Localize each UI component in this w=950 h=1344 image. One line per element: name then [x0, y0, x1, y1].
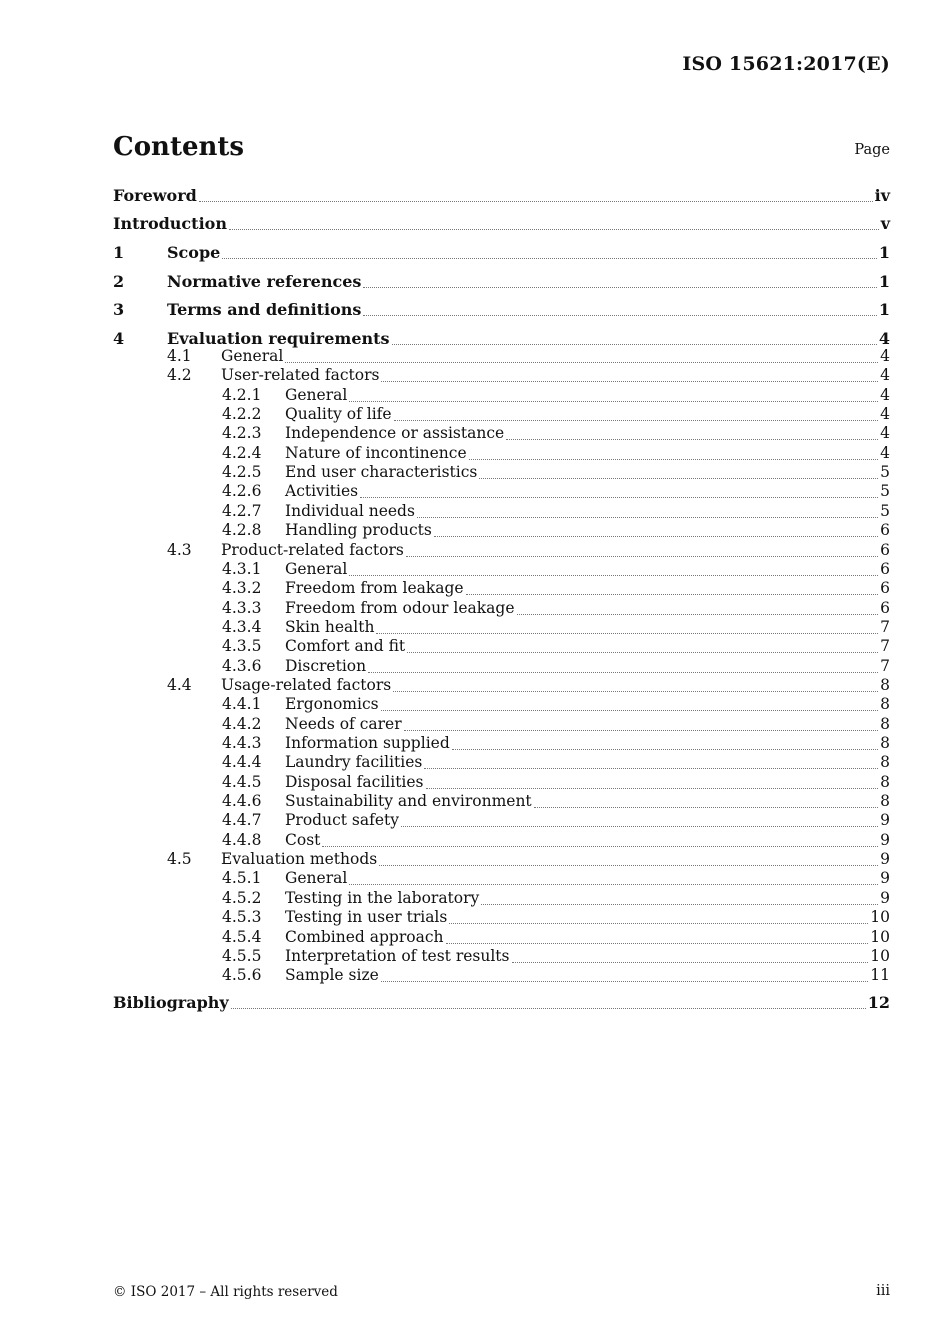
- dot-leader: [368, 671, 878, 673]
- toc-entry-page: 1: [878, 300, 890, 320]
- toc-entry-number: 4.3: [167, 540, 192, 559]
- toc-entry[interactable]: [113, 695, 890, 715]
- toc-entry-number: 4.2.4: [222, 443, 262, 462]
- toc-entry-page: 8: [880, 714, 890, 733]
- toc-entry-number: 4.3.6: [222, 656, 262, 675]
- toc-entry-page: 5: [880, 501, 890, 520]
- toc-entry-page: 7: [880, 617, 890, 636]
- toc-entry-number: 4.2.6: [222, 482, 262, 501]
- toc-entry[interactable]: [113, 993, 890, 1013]
- dot-leader: [426, 787, 879, 789]
- toc-entry-number: 4.2.7: [222, 501, 262, 520]
- dot-leader: [394, 419, 879, 421]
- dot-leader: [417, 516, 878, 518]
- toc-entry-number: 4.2.5: [222, 463, 262, 482]
- dot-leader: [393, 690, 878, 692]
- dot-leader: [534, 806, 878, 808]
- toc-entry[interactable]: [113, 541, 890, 561]
- dot-leader: [452, 748, 878, 750]
- toc-entry-page: 4: [880, 385, 890, 404]
- toc-entry-page: 9: [880, 888, 890, 907]
- dot-leader: [469, 458, 878, 460]
- toc-entry-page: 9: [880, 850, 890, 869]
- dot-leader: [479, 477, 878, 479]
- dot-leader: [446, 942, 869, 944]
- toc-entry[interactable]: [113, 734, 890, 754]
- dot-leader: [231, 1007, 866, 1009]
- dot-leader: [381, 980, 868, 982]
- toc-entry-number: 3: [113, 300, 125, 320]
- toc-entry-page: 10: [870, 946, 890, 965]
- dot-leader: [481, 903, 878, 905]
- toc-entry[interactable]: [113, 243, 890, 263]
- toc-entry-page: 9: [880, 811, 890, 830]
- toc-entry-title: Introduction: [113, 214, 227, 233]
- toc-entry-number: 1: [113, 243, 125, 262]
- toc-entry[interactable]: [113, 753, 890, 773]
- dot-leader: [424, 767, 878, 769]
- toc-entry-number: 4.2: [167, 366, 192, 385]
- toc-entry-page: 9: [880, 830, 890, 849]
- toc-entry-title: Discretion: [285, 656, 367, 675]
- dot-leader: [381, 709, 879, 711]
- toc-entry-page: 1: [878, 271, 890, 291]
- toc-entry-page: 1: [878, 243, 890, 262]
- toc-entry[interactable]: [113, 186, 890, 206]
- toc-entry-number: 4.3.2: [222, 579, 262, 598]
- toc-entry-title: End user characteristics: [285, 463, 478, 482]
- dot-leader: [349, 574, 878, 576]
- toc-entry-number: 4.4.7: [222, 811, 262, 830]
- toc-entry-page: 4: [878, 328, 890, 348]
- toc-entry[interactable]: [113, 928, 890, 948]
- toc-entry-title: Cost: [285, 830, 321, 849]
- dot-leader: [517, 613, 879, 615]
- toc-entry-page: 8: [880, 675, 890, 694]
- toc-entry-number: 4.4.2: [222, 714, 262, 733]
- toc-entry-title: Testing in the laboratory: [285, 888, 480, 907]
- toc-entry[interactable]: [113, 831, 890, 851]
- toc-entry[interactable]: [113, 811, 890, 831]
- toc-entry-title: General: [285, 559, 348, 578]
- toc-entry-number: 4.3.5: [222, 637, 262, 656]
- toc-entry-page: 4: [880, 405, 890, 424]
- toc-entry-title: Product safety: [285, 811, 400, 830]
- toc-entry[interactable]: [113, 773, 890, 793]
- dot-leader: [285, 361, 878, 363]
- toc-entry-title: Bibliography: [113, 993, 229, 1012]
- toc-entry-number: 4.1: [167, 347, 192, 365]
- toc-entry[interactable]: [113, 657, 890, 677]
- toc-entry-page: 10: [870, 927, 890, 946]
- toc-entry-number: 4.5.4: [222, 927, 262, 946]
- dot-leader: [512, 961, 869, 963]
- toc-entry-title: Nature of incontinence: [285, 443, 467, 462]
- toc-entry-title: Freedom from leakage: [285, 579, 464, 598]
- toc-entry[interactable]: [113, 482, 890, 502]
- toc-entry-number: 4.5.2: [222, 888, 262, 907]
- toc-entry[interactable]: [113, 463, 890, 483]
- dot-leader: [349, 400, 878, 402]
- toc-entry-title: Handling products: [285, 521, 432, 540]
- toc-entry-page: v: [880, 214, 890, 233]
- toc-entry-page: 8: [880, 792, 890, 811]
- toc-entry-number: 4.5.1: [222, 869, 262, 888]
- toc-entry-title: Needs of carer: [285, 714, 402, 733]
- toc-entry-page: 4: [880, 424, 890, 443]
- toc-entry-number: 4.3.3: [222, 598, 262, 617]
- toc-entry-number: 4.5.6: [222, 966, 262, 985]
- toc-entry-number: 4.4.4: [222, 753, 262, 772]
- toc-entry-page: 11: [870, 966, 890, 985]
- toc-entry-title: Terms and definitions: [167, 300, 362, 320]
- copyright-notice: © ISO 2017 – All rights reserved: [113, 1284, 338, 1300]
- toc-entry-page: 4: [880, 443, 890, 462]
- toc-entry-page: 6: [880, 521, 890, 540]
- toc-entry[interactable]: [113, 560, 890, 580]
- toc-entry-page: 4: [880, 347, 890, 365]
- toc-entry[interactable]: [113, 850, 890, 870]
- toc-entry-page: 8: [880, 753, 890, 772]
- toc-entry-number: 2: [113, 271, 125, 291]
- toc-entry[interactable]: [113, 947, 890, 967]
- toc-entry-page: 8: [880, 695, 890, 714]
- toc-entry-title: Sample size: [285, 966, 379, 985]
- toc-entry-title: Normative references: [167, 271, 362, 291]
- toc-entry[interactable]: [113, 444, 890, 464]
- dot-leader: [406, 555, 878, 557]
- dot-leader: [407, 651, 878, 653]
- toc-entry-title: Usage-related factors: [221, 675, 392, 694]
- document-id: ISO 15621:2017(E): [682, 53, 890, 75]
- toc-entry-page: 8: [880, 772, 890, 791]
- toc-entry-title: General: [285, 385, 348, 404]
- dot-leader: [449, 922, 868, 924]
- toc-entry[interactable]: [113, 405, 890, 425]
- toc-entry-page: 7: [880, 656, 890, 675]
- dot-leader: [466, 593, 879, 595]
- toc-entry-title: Product-related factors: [221, 540, 404, 559]
- toc-entry[interactable]: [113, 424, 890, 444]
- dot-leader: [349, 883, 878, 885]
- toc-entry-page: iv: [874, 186, 890, 205]
- toc-entry-number: 4.4.1: [222, 695, 262, 714]
- toc-entry-page: 9: [880, 869, 890, 888]
- toc-entry-title: Disposal facilities: [285, 772, 424, 791]
- dot-leader: [381, 380, 878, 382]
- toc-entry-number: 4: [113, 328, 125, 348]
- toc-entry[interactable]: [113, 521, 890, 541]
- toc-entry-number: 4.4.8: [222, 830, 262, 849]
- toc-entry-title: General: [221, 347, 284, 365]
- dot-leader: [363, 286, 876, 288]
- toc-entry-title: Combined approach: [285, 927, 444, 946]
- toc-entry-title: Individual needs: [285, 501, 415, 520]
- toc-entry[interactable]: [113, 366, 890, 386]
- toc-entry-number: 4.2.3: [222, 424, 262, 443]
- toc-entry-title: Ergonomics: [285, 695, 379, 714]
- toc-entry[interactable]: [113, 579, 890, 599]
- dot-leader: [392, 343, 877, 345]
- toc-entry-page: 5: [880, 463, 890, 482]
- toc-entry-page: 6: [880, 598, 890, 617]
- toc-entry[interactable]: [113, 347, 890, 367]
- toc-entry-page: 6: [880, 559, 890, 578]
- toc-entry-title: Scope: [167, 243, 221, 262]
- toc-entry-title: Evaluation methods: [221, 850, 378, 869]
- toc-entry-page: 6: [880, 579, 890, 598]
- dot-leader: [360, 496, 878, 498]
- toc-entry-title: Comfort and fit: [285, 637, 406, 656]
- toc-entry[interactable]: [113, 272, 890, 292]
- toc-entry-page: 4: [880, 366, 890, 385]
- toc-entry-page: 7: [880, 637, 890, 656]
- dot-leader: [379, 864, 878, 866]
- dot-leader: [376, 632, 878, 634]
- toc-entry[interactable]: [113, 792, 890, 812]
- toc-entry[interactable]: [113, 300, 890, 320]
- toc-entry-number: 4.5.5: [222, 946, 262, 965]
- toc-entry-title: Quality of life: [285, 405, 392, 424]
- toc-entry-page: 12: [867, 993, 890, 1012]
- toc-entry-number: 4.2.2: [222, 405, 262, 424]
- toc-entry-title: Laundry facilities: [285, 753, 423, 772]
- toc-entry-number: 4.5.3: [222, 908, 262, 927]
- dot-leader: [199, 200, 873, 202]
- toc-entry[interactable]: [113, 618, 890, 638]
- toc-entry-number: 4.3.4: [222, 617, 262, 636]
- toc-entry-title: Evaluation requirements: [167, 328, 390, 348]
- page-column-label: Page: [854, 142, 890, 158]
- toc-entry-page: 8: [880, 734, 890, 752]
- toc-entry-number: 4.4.6: [222, 792, 262, 811]
- toc-entry-number: 4.5: [167, 850, 192, 869]
- toc-entry-number: 4.4.3: [222, 734, 262, 752]
- toc-entry[interactable]: [113, 386, 890, 406]
- toc-entry[interactable]: [113, 715, 890, 735]
- toc-entry-number: 4.3.1: [222, 559, 262, 578]
- toc-entry-title: Freedom from odour leakage: [285, 598, 515, 617]
- toc-entry-title: Interpretation of test results: [285, 946, 510, 965]
- toc-entry[interactable]: [113, 329, 890, 349]
- toc-entry-title: Information supplied: [285, 734, 450, 752]
- dot-leader: [322, 845, 878, 847]
- toc-entry-title: Skin health: [285, 617, 375, 636]
- dot-leader: [222, 257, 877, 259]
- dot-leader: [404, 729, 879, 731]
- toc-entry[interactable]: [113, 599, 890, 619]
- toc-entry[interactable]: [113, 637, 890, 657]
- toc-entry-page: 5: [880, 482, 890, 501]
- dot-leader: [434, 535, 878, 537]
- dot-leader: [506, 438, 878, 440]
- toc-entry-number: 4.4: [167, 675, 192, 694]
- toc-entry[interactable]: [113, 908, 890, 928]
- toc-entry-number: 4.4.5: [222, 772, 262, 791]
- toc-entry-title: Testing in user trials: [285, 908, 448, 927]
- contents-title: Contents: [113, 132, 245, 162]
- toc-entry[interactable]: [113, 889, 890, 909]
- toc-entry-number: 4.2.1: [222, 385, 262, 404]
- toc-entry[interactable]: [113, 869, 890, 889]
- toc-entry-page: 6: [880, 540, 890, 559]
- toc-entry-title: Activities: [285, 482, 359, 501]
- toc-entry-number: 4.2.8: [222, 521, 262, 540]
- toc-entry-title: Sustainability and environment: [285, 792, 532, 811]
- toc-entry-title: User-related factors: [221, 366, 380, 385]
- toc-entry-title: Foreword: [113, 186, 197, 205]
- toc-entry[interactable]: [113, 214, 890, 234]
- toc-entry[interactable]: [113, 502, 890, 522]
- toc-entry-page: 10: [870, 908, 890, 927]
- dot-leader: [229, 228, 879, 230]
- toc-entry-title: General: [285, 869, 348, 888]
- page-number: iii: [876, 1283, 890, 1299]
- dot-leader: [363, 314, 876, 316]
- toc-entry-title: Independence or assistance: [285, 424, 505, 443]
- toc-entry[interactable]: [113, 966, 890, 986]
- dot-leader: [401, 825, 878, 827]
- toc-entry[interactable]: [113, 676, 890, 696]
